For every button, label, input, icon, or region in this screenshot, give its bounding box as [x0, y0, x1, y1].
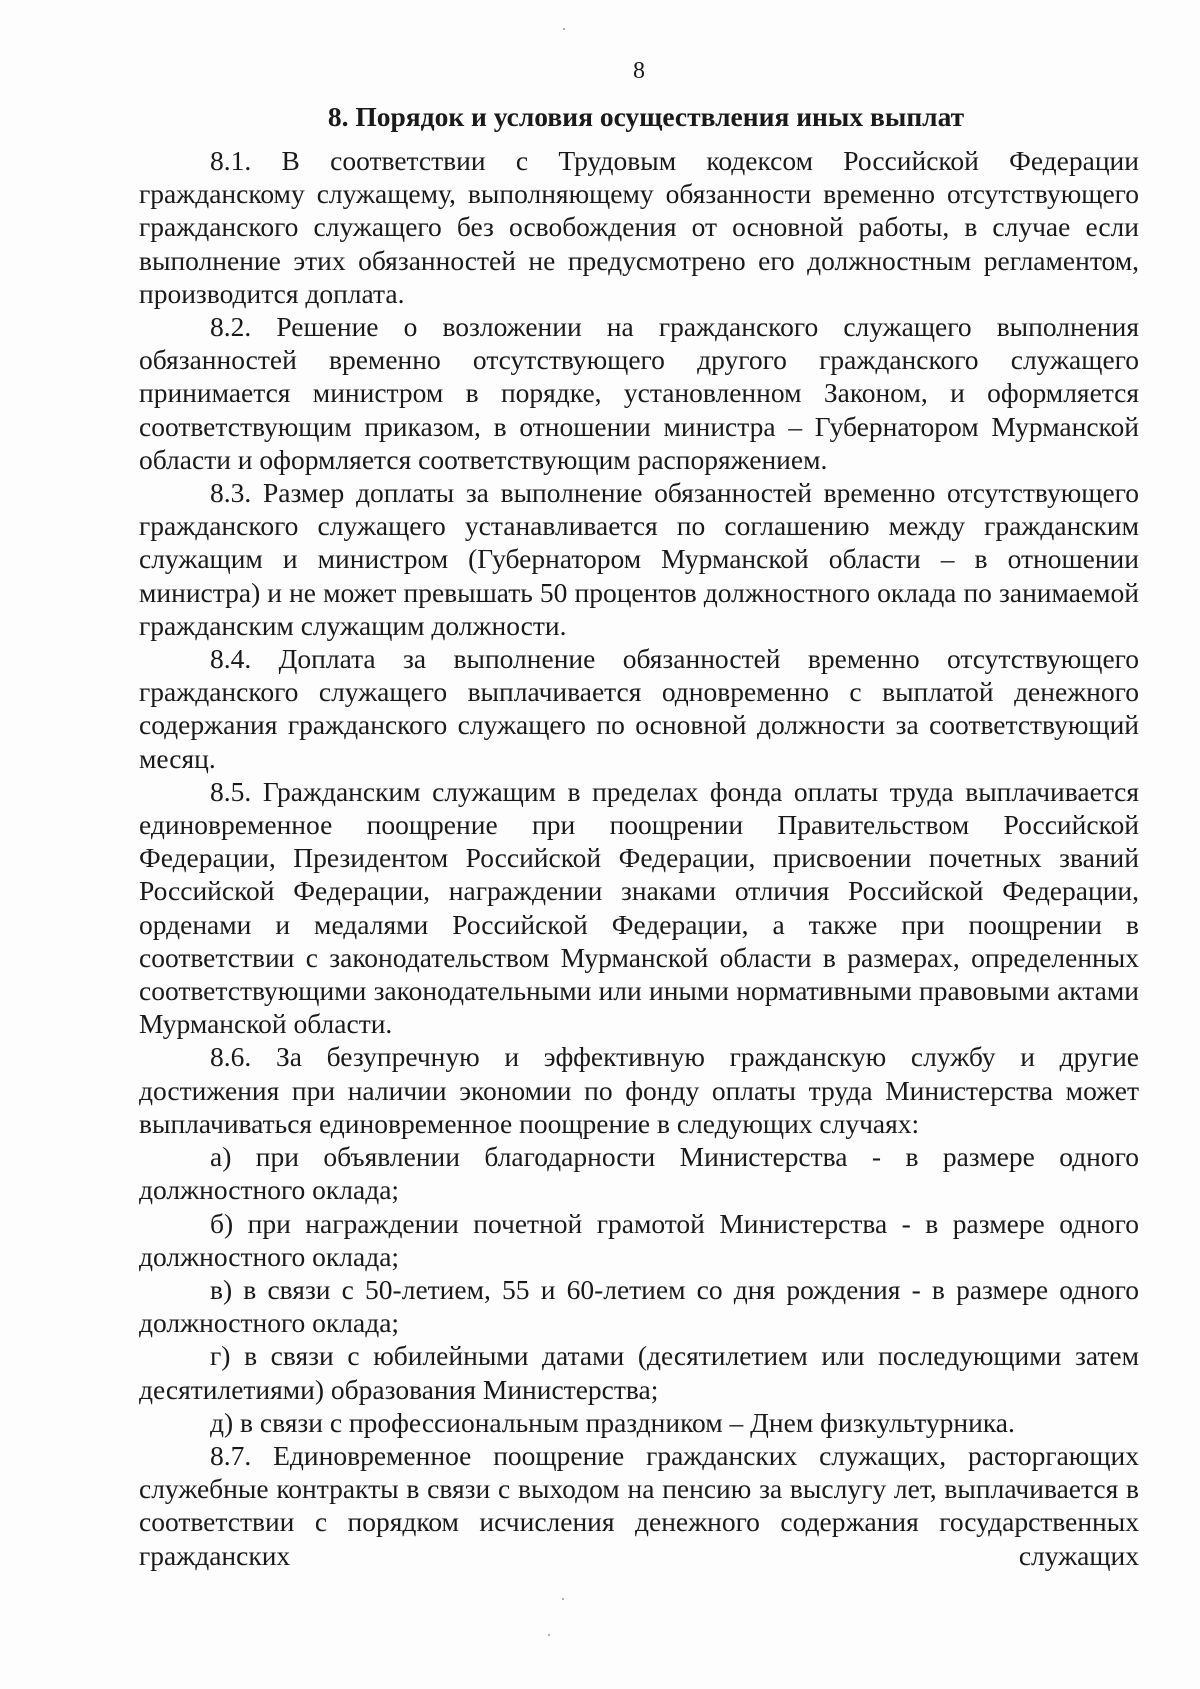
list-item-a: а) при объявлении благодарности Министерства - в размере одного должностного оклада;	[139, 1141, 1139, 1206]
paragraph-8-3: 8.3. Размер доплаты за выполнение обязанностей временно отсутствующего гражданского служащего устанавливается по соглашению между гражданским служащим и министром (Губернатором Мурманской области – в отношении министра) и не может превышать 50 процентов должностного оклада по занимаемой гражданским служащим должности.	[139, 477, 1139, 641]
page-number: 8	[633, 58, 645, 84]
scan-speck	[562, 1598, 564, 1600]
paragraph-8-4: 8.4. Доплата за выполнение обязанностей временно отсутствующего гражданского служащего выплачивается одновременно с выплатой денежного содержания гражданского служащего по основной должности за соответствующий месяц.	[139, 643, 1139, 774]
paragraph-8-1: 8.1. В соответствии с Трудовым кодексом Российской Федерации гражданскому служащему, выполняющему обязанности временно отсутствующего гражданского служащего без освобождения от основной работы, в случае если выполнение этих обязанностей не предусмотрено его должностным регламентом, производится доплата.	[139, 145, 1139, 309]
paragraph-8-7: 8.7. Единовременное поощрение гражданских служащих, расторгающих служебные контракты в связи с выходом на пенсию за выслугу лет, выплачивается в соответствии с порядком исчисления денежного содержания государственных гражданских служащих	[139, 1439, 1139, 1571]
paragraph-8-2: 8.2. Решение о возложении на гражданского служащего выполнения обязанностей временно отсутствующего другого гражданского служащего принимается министром в порядке, установленном Законом, и оформляется соответствующим приказом, в отношении министра – Губернатором Мурманской области и оформляется соответствующим распоряжением.	[139, 311, 1139, 475]
paragraph-8-5: 8.5. Гражданским служащим в пределах фонда оплаты труда выплачивается единовременное поощрение при поощрении Правительством Российской Федерации, Президентом Российской Федерации, присвоении почетных званий Российской Федерации, награждении знаками отличия Российской Федерации, орденами и медалями Российской Федерации, а также при поощрении в соответствии с законодательством Мурманской области в размерах, определенных соответствующими законодательными или иными нормативными правовыми актами Мурманской области.	[139, 775, 1139, 1040]
list-item-b: б) при награждении почетной грамотой Министерства - в размере одного должностного оклада;	[139, 1207, 1139, 1272]
section-body	[139, 144, 1139, 1572]
paragraph-8-6: 8.6. За безупречную и эффективную гражданскую службу и другие достижения при наличии экономии по фонду оплаты труда Министерства может выплачиваться единовременное поощрение в следующих случаях:	[139, 1041, 1139, 1139]
list-item-v: в) в связи с 50-летием, 55 и 60-летием со дня рождения - в размере одного должностного оклада;	[139, 1273, 1139, 1339]
scan-speck	[563, 28, 565, 30]
scan-speck	[548, 1634, 550, 1636]
section-heading: 8. Порядок и условия осуществления иных выплат	[327, 101, 965, 132]
list-item-d: д) в связи с профессиональным праздником – Днем физкультурника.	[210, 1406, 1015, 1438]
list-item-g: г) в связи с юбилейными датами (десятилетием или последующими затем десятилетиями) образования Министерства;	[139, 1340, 1139, 1405]
